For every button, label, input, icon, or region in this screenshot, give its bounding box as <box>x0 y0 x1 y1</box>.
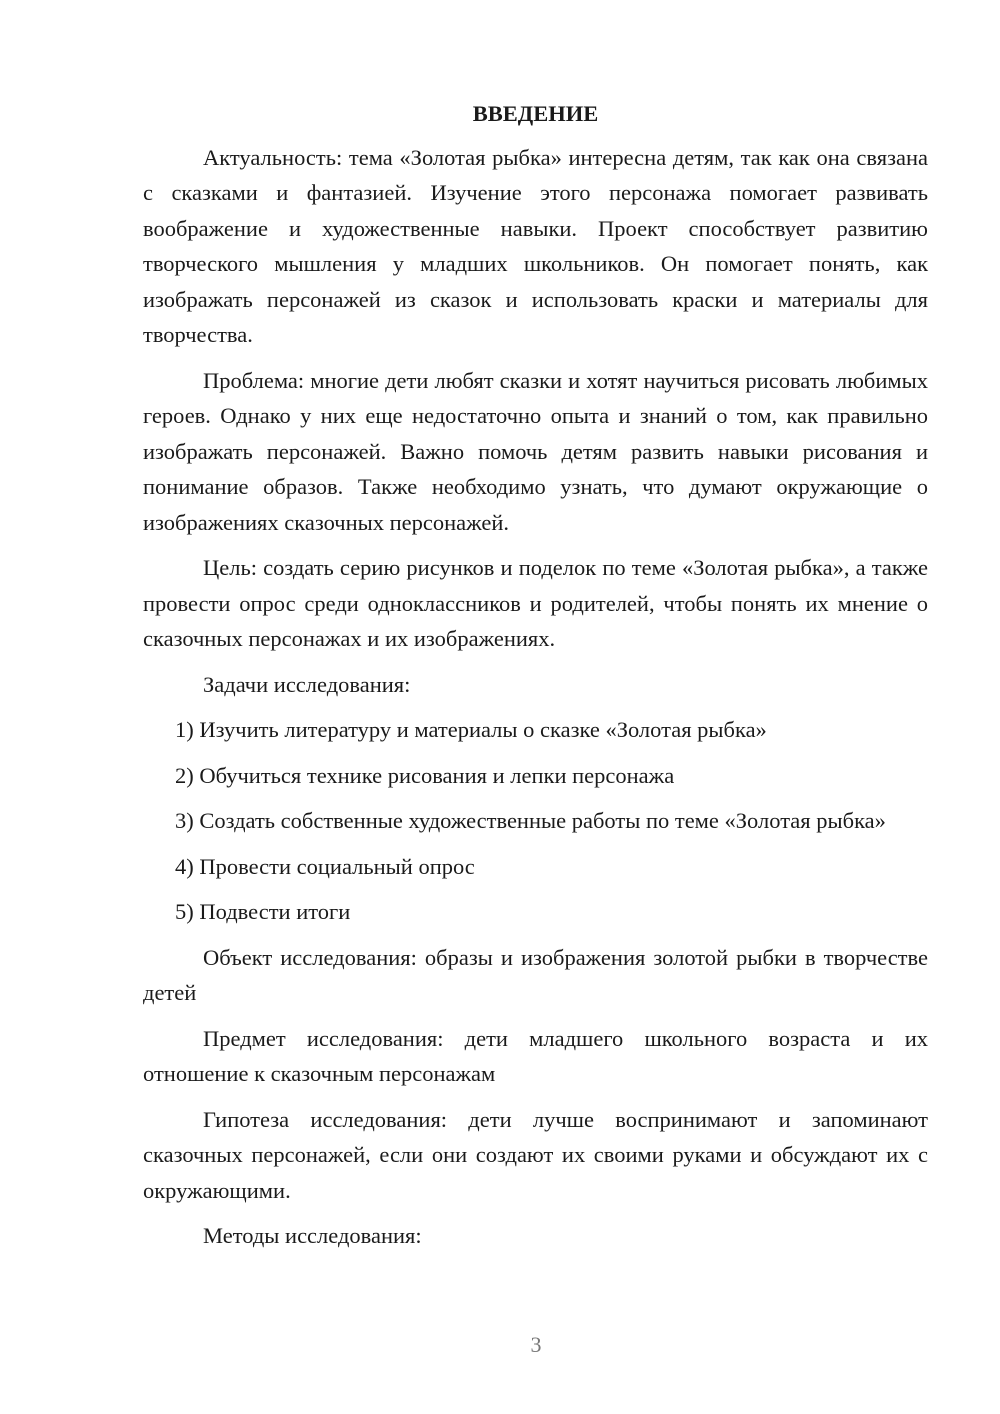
page-number: 3 <box>530 1332 542 1357</box>
task-item: 1) Изучить литературу и материалы о сказке «Золотая рыбка» <box>175 717 767 742</box>
task-item: 5) Подвести итоги <box>175 899 351 924</box>
page-content <box>143 96 928 1264</box>
goal-paragraph: Цель: создать серию рисунков и поделок по теме «Золотая рыбка», а также провести опрос среди одноклассников и родителей, чтобы понять их мнение о сказочных персонажах и их изображениях. <box>143 555 928 651</box>
subject-paragraph: Предмет исследования: дети младшего школьного возраста и их отношение к сказочным персонажам <box>143 1025 928 1086</box>
tasks-heading: Задачи исследования: <box>203 671 411 697</box>
task-item: 4) Провести социальный опрос <box>175 853 475 879</box>
relevance-paragraph: Актуальность: тема «Золотая рыбка» интересна детям, так как она связана с сказками и фантазией. Изучение этого персонажа помогает развивать воображение и художественные навыки. Проект способствует развитию творческого мышления у младших школьников. Он помогает понять, как изображать персонажей из сказок и использовать краски и материалы для творчества. <box>143 144 928 347</box>
page-title: ВВЕДЕНИЕ <box>472 101 599 126</box>
task-item: 3) Создать собственные художественные работы по теме «Золотая рыбка» <box>175 808 886 833</box>
problem-paragraph: Проблема: многие дети любят сказки и хотят научиться рисовать любимых героев. Однако у них еще недостаточно опыта и знаний о том, как правильно изображать персонажей. Важно помочь детям развить навыки рисования и понимание образов. Также необходимо узнать, что думают окружающие о изображениях сказочных персонажей. <box>143 367 928 535</box>
methods-heading: Методы исследования: <box>203 1223 422 1248</box>
object-paragraph: Объект исследования: образы и изображения золотой рыбки в творчестве детей <box>143 944 928 1005</box>
task-item: 2) Обучиться технике рисования и лепки персонажа <box>175 762 675 788</box>
hypothesis-paragraph: Гипотеза исследования: дети лучше воспринимают и запоминают сказочных персонажей, если они создают их своими руками и обсуждают их с окружающими. <box>143 1106 928 1203</box>
